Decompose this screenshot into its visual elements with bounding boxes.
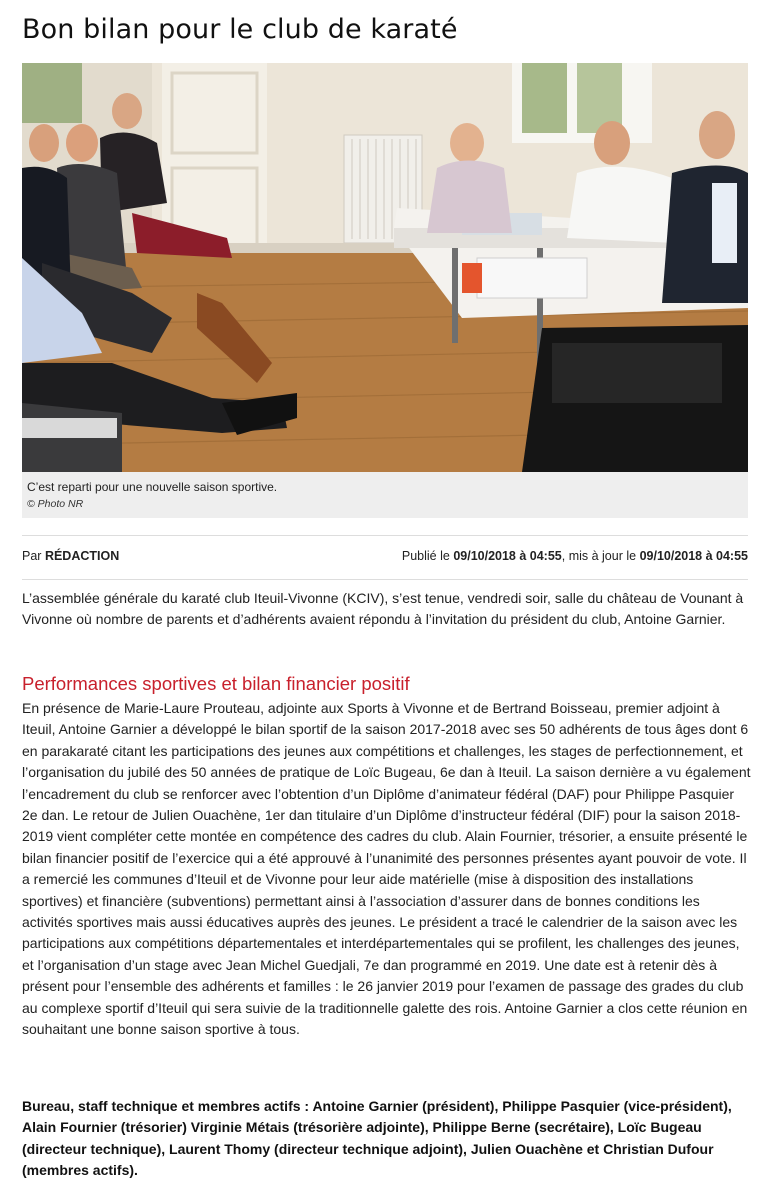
byline-bottom-divider [22,579,748,580]
published-date: 09/10/2018 à 04:55 [453,549,562,563]
article-body: En présence de Marie-Laure Prouteau, adjointe aux Sports à Vivonne et de Bertrand Boisseau, premier adjoint à Iteuil, Antoine Garnier a développé le bilan sportif de la saison 2017-2018 avec ses 50 adhérents de tous âges dont 6 en parakaraté citant les participations des jeunes aux compétitions et challenges, les stages de perfectionnement, et l’organisation du jubilé des 50 années de pratique de Loïc Bugeau, 6e dan à Iteuil. La saison dernière a vu également l’encadrement du club se renforcer avec l’obtention d’un Diplôme d’animateur fédéral (DAF) pour Philippe Pasquier 2e dan. Le retour de Julien Ouachène, 1er dan titulaire d’un Diplôme d’instructeur fédéral (DIF) pour la saison 2018-2019 vient compléter cette montée en compétence des cadres du club. Alain Fournier, trésorier, a ensuite présenté le bilan financier positif de l’exercice qui a été approuvé à l’unanimité des personnes présentes ayant pouvoir de vote. Il a remercié les communes d’Iteuil et de Vivonne pour leur aide matérielle (mise à disposition des installations sportives) et financière (subventions) permettant ainsi à l’association d’assurer dans de bonnes conditions les activités sportives mais aussi éducatives auprès des jeunes. Le président a tracé le calendrier de la saison avec les participations aux compétitions départementales et interdépartementales qui se profilent, les challenges des jeunes, et l’organisation d’un stage avec Jean Michel Guedjali, 7e dan programmé en 2019. Une date est à retenir dès à présent pour l’ensemble des adhérents et familles : le 26 janvier 2019 pour l’examen de passage des grades du club au complexe sportif d’Iteuil qui sera suivie de la traditionnelle galette des rois. Antoine Garnier a clos cette réunion en souhaitant une bonne saison sportive à tous. [22,700,751,1038]
photo-caption [22,472,748,518]
publication-dates [402,549,748,563]
article-photo [22,63,748,472]
photo-credit: © Photo NR [27,498,84,510]
author-label: Par [22,549,45,563]
staff-list: Bureau, staff technique et membres actifs : Antoine Garnier (président), Philippe Pasquier (vice-président), Alain Fournier (trésorier) Virginie Métais (trésorière adjointe), Philippe Berne (secrétaire), Loïc Bugeau (directeur technique), Laurent Thomy (directeur technique adjoint), Julien Ouachène et Christian Dufour (membres actifs). [22,1098,732,1179]
photo-caption-text: C’est reparti pour une nouvelle saison sportive. [27,480,278,494]
author-name[interactable]: RÉDACTION [44,549,120,563]
byline-top-divider [22,535,748,536]
updated-date: 09/10/2018 à 04:55 [639,549,748,563]
section-heading: Performances sportives et bilan financier positif [22,673,410,694]
updated-label: , mis à jour le [561,549,640,563]
article-title: Bon bilan pour le club de karaté [22,14,458,45]
article-intro: L’assemblée générale du karaté club Iteuil-Vivonne (KCIV), s’est tenue, vendredi soir, salle du château de Vounant à Vivonne où nombre de parents et d’adhérents avaient répondu à l’invitation du président du club, Antoine Garnier. [22,590,744,627]
published-label: Publié le [401,549,454,563]
meeting-photo-illustration [22,63,748,472]
article-byline [22,549,748,563]
